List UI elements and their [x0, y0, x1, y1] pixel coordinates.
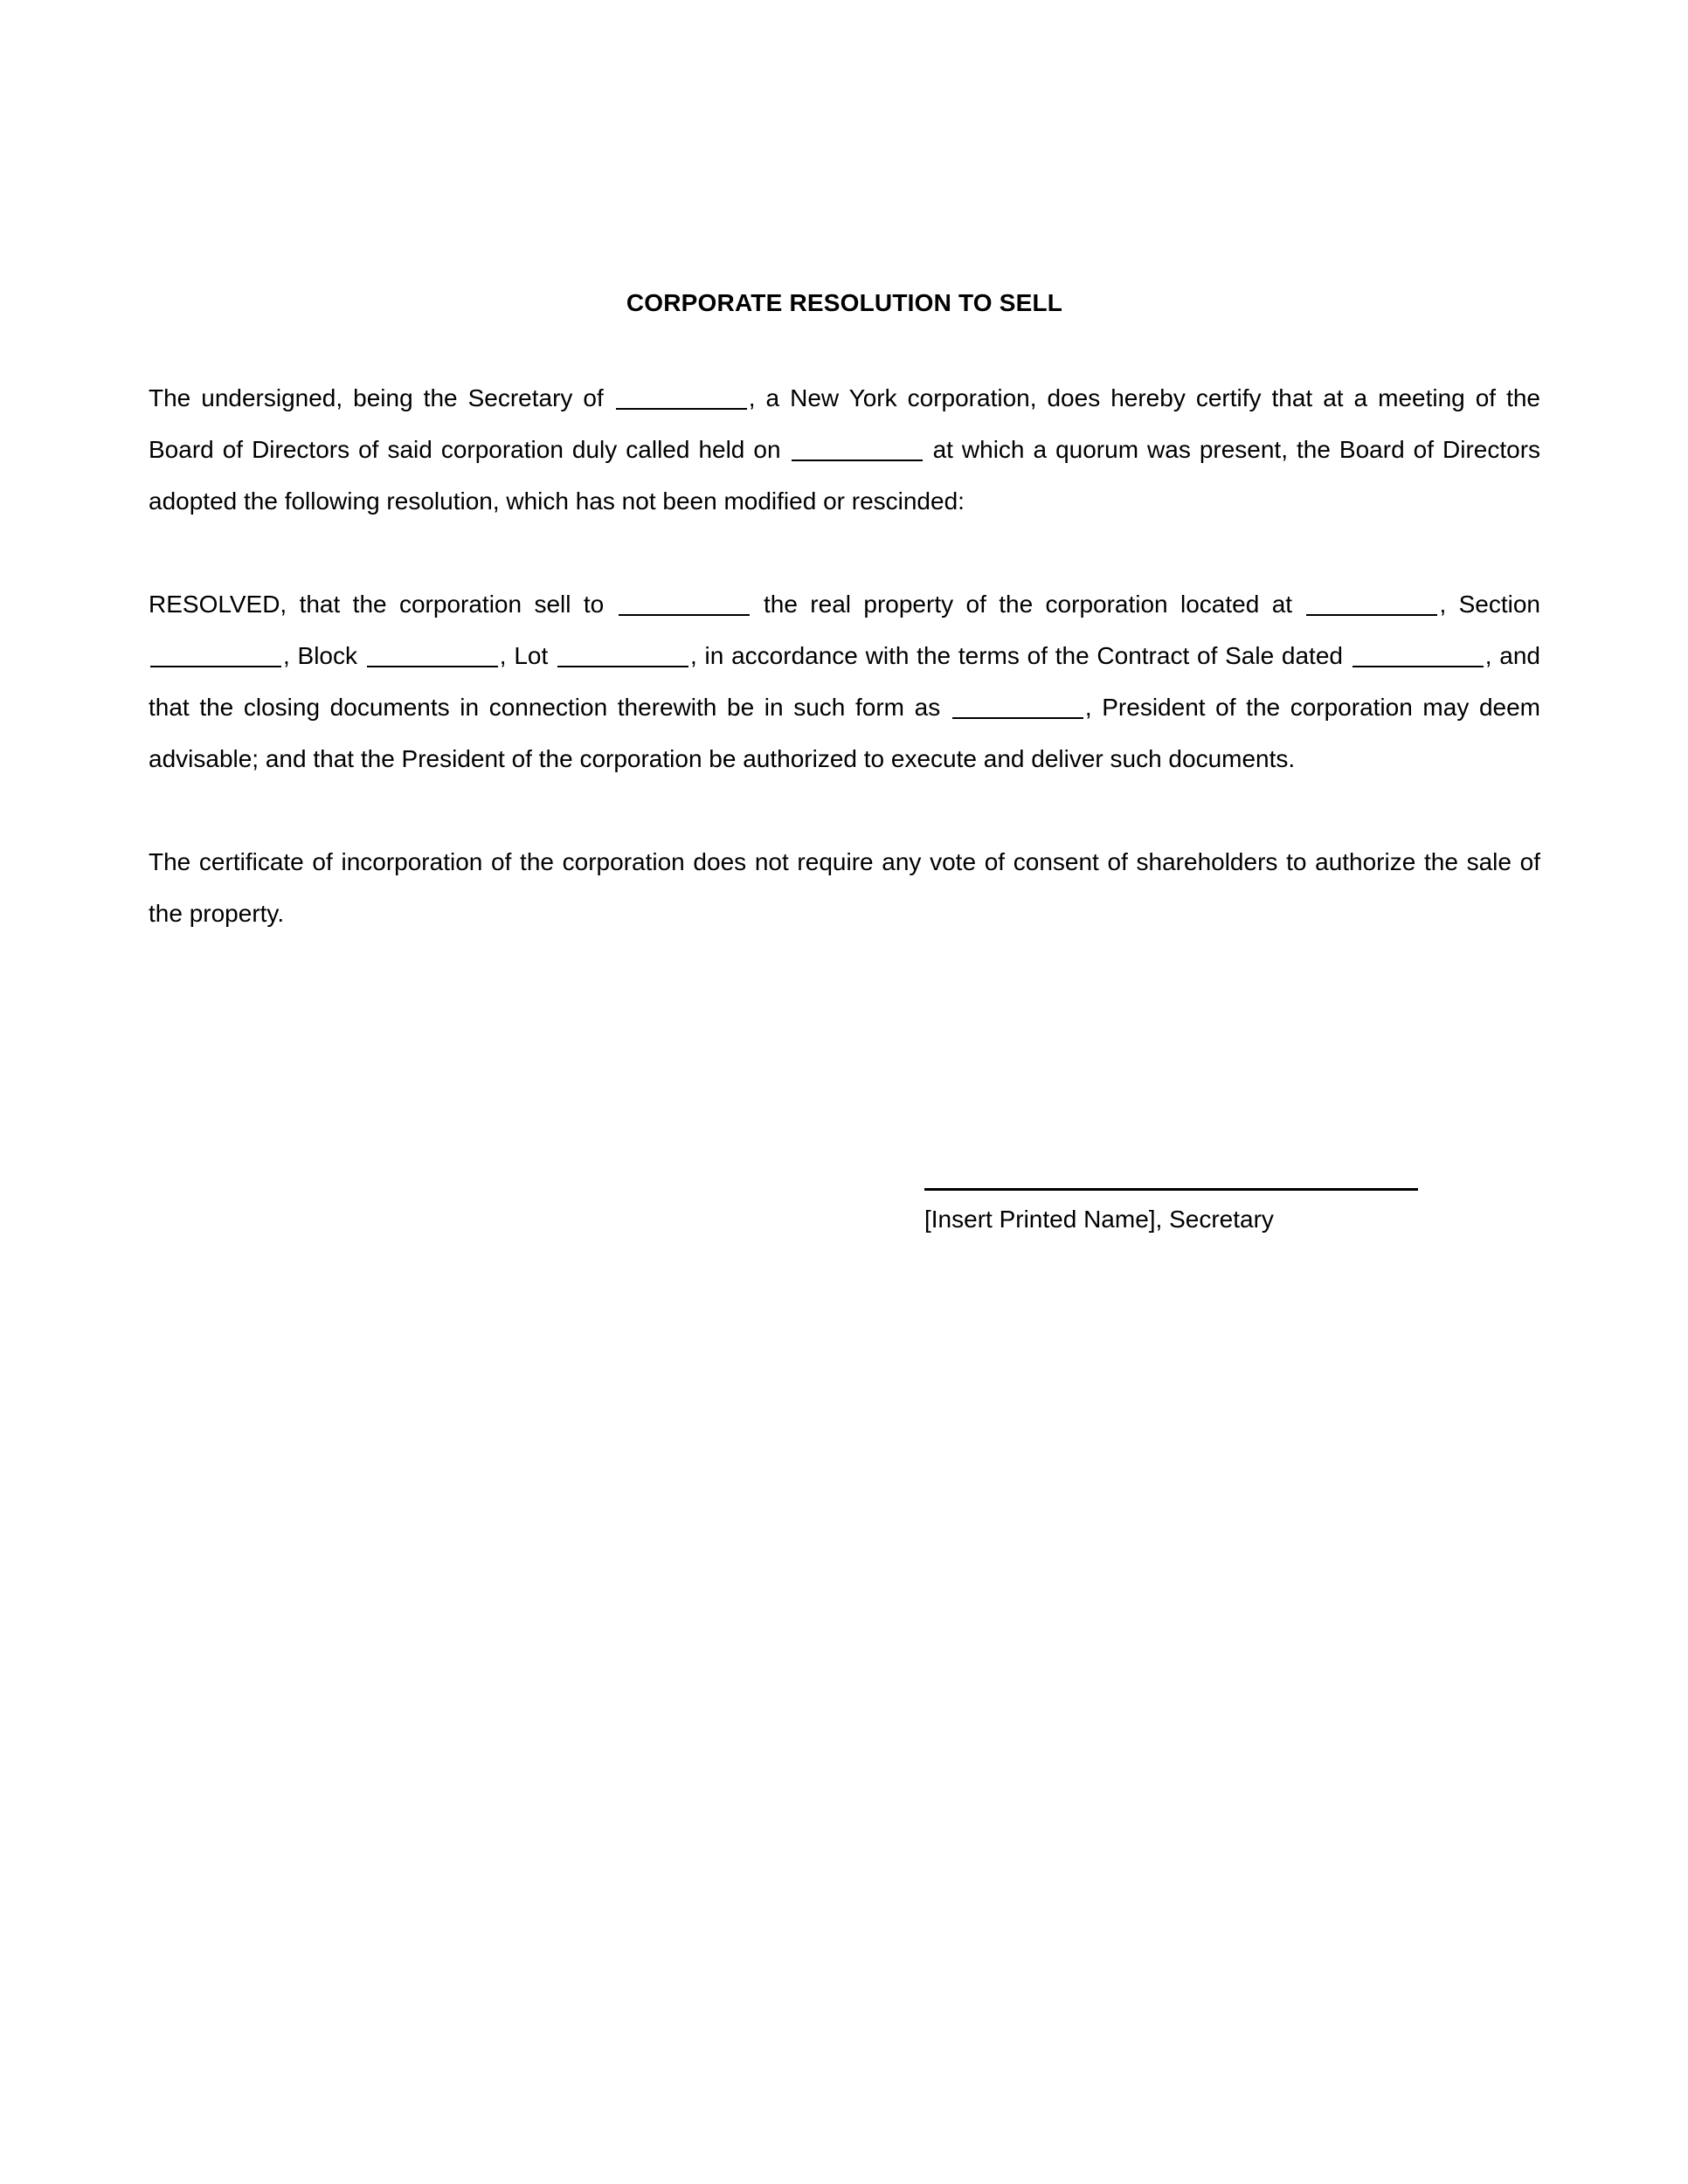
- resolution-segment-4: , Block: [283, 641, 358, 669]
- blank-section[interactable]: [150, 666, 281, 667]
- blank-president-name[interactable]: [952, 717, 1083, 719]
- certification-segment-1: The undersigned, being the Secretary of: [149, 384, 604, 411]
- paragraph-shareholders: [149, 836, 1540, 939]
- resolution-segment-6: , in accordance with the terms of the Contract of Sale dated: [690, 641, 1343, 669]
- signature-block: [924, 1188, 1431, 1236]
- blank-block[interactable]: [367, 666, 498, 667]
- certification-segment-2: , a New York corporation, does hereby certify that at a meeting of the Board of Directors of said corporation duly called held on: [149, 384, 1541, 463]
- resolution-segment-1: RESOLVED, that the corporation sell to: [149, 590, 605, 618]
- paragraph-certification: [149, 372, 1540, 527]
- document-title: CORPORATE RESOLUTION TO SELL: [626, 289, 1063, 316]
- resolution-segment-3: , Section: [1439, 590, 1540, 618]
- document-body: [149, 288, 1540, 939]
- blank-property-address[interactable]: [1306, 614, 1437, 616]
- blank-contract-date[interactable]: [1352, 666, 1484, 667]
- blank-lot[interactable]: [557, 666, 688, 667]
- signature-name-label: [Insert Printed Name], Secretary: [924, 1206, 1274, 1233]
- blank-buyer-name[interactable]: [619, 614, 750, 616]
- paragraph-resolution: [149, 578, 1540, 784]
- resolution-segment-5: , Lot: [499, 641, 549, 669]
- signature-line[interactable]: [924, 1188, 1418, 1191]
- blank-meeting-date[interactable]: [792, 460, 923, 461]
- resolution-segment-2: the real property of the corporation located at: [764, 590, 1293, 618]
- blank-corporation-name[interactable]: [616, 408, 747, 410]
- resolution-segment-7: , and that the closing documents in connection therewith be in such form as: [149, 641, 1541, 721]
- shareholders-text: The certificate of incorporation of the corporation does not require any vote of consent of shareholders to authorize the sale of the property.: [149, 847, 1540, 927]
- certification-segment-3: at which a quorum was present, the Board of Directors adopted the following resolution, which has not been modified or rescinded:: [149, 435, 1541, 515]
- resolution-segment-8: , President of the corporation may deem advisable; and that the President of the corporation be authorized to execute and deliver such documents.: [149, 693, 1540, 772]
